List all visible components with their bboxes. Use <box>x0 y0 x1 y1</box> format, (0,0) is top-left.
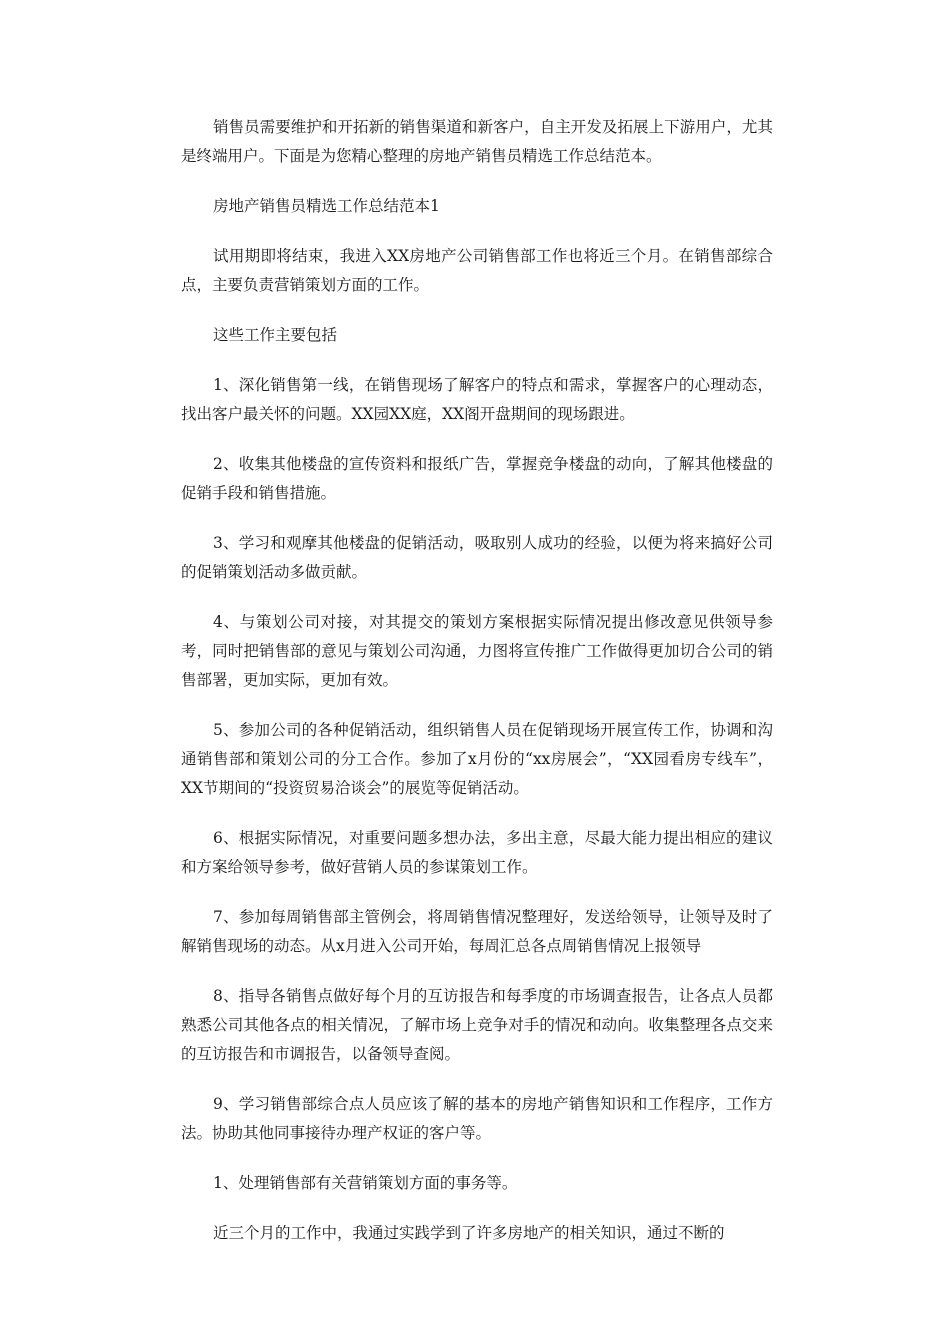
section-title: 房地产销售员精选工作总结范本1 <box>213 197 440 215</box>
list-item-1: 1、深化销售第一线，在销售现场了解客户的特点和需求，掌握客户的心理动态，找出客户最关怀的问题。XX园XX庭，XX阁开盘期间的现场跟进。 <box>181 376 773 423</box>
paragraph-probation: 试用期即将结束，我进入XX房地产公司销售部工作也将近三个月。在销售部综合点，主要负责营销策划方面的工作。 <box>181 247 773 294</box>
list-item-6: 6、根据实际情况，对重要问题多想办法，多出主意，尽最大能力提出相应的建议和方案给领导参考，做好营销人员的参谋策划工作。 <box>181 829 773 876</box>
list-item-1-second: 1、处理销售部有关营销策划方面的事务等。 <box>213 1174 518 1192</box>
list-item-5: 5、参加公司的各种促销活动，组织销售人员在促销现场开展宣传工作，协调和沟通销售部和策划公司的分工合作。参加了x月份的“xx房展会”，“XX园看房专线车”，XX节期间的“投资贸易洽谈会”的展览等促销活动。 <box>181 721 773 797</box>
list-item-8: 8、指导各销售点做好每个月的互访报告和每季度的市场调查报告，让各点人员都熟悉公司其他各点的相关情况，了解市场上竞争对手的情况和动向。收集整理各点交来的互访报告和市调报告，以备领导查阅。 <box>181 987 773 1063</box>
document-body <box>181 113 773 1269</box>
list-item-3: 3、学习和观摩其他楼盘的促销活动，吸取别人成功的经验，以便为将来搞好公司的促销策划活动多做贡献。 <box>181 534 773 581</box>
list-item-7: 7、参加每周销售部主管例会，将周销售情况整理好，发送给领导，让领导及时了解销售现场的动态。从x月进入公司开始，每周汇总各点周销售情况上报领导 <box>181 908 773 955</box>
list-item-2: 2、收集其他楼盘的宣传资料和报纸广告，掌握竞争楼盘的动向，了解其他楼盘的促销手段和销售措施。 <box>181 455 773 502</box>
paragraph-work-includes: 这些工作主要包括 <box>213 326 338 344</box>
list-item-4: 4、与策划公司对接，对其提交的策划方案根据实际情况提出修改意见供领导参考，同时把销售部的意见与策划公司沟通，力图将宣传推广工作做得更加切合公司的销售部署，更加实际，更加有效。 <box>181 613 773 689</box>
paragraph-summary: 近三个月的工作中，我通过实践学到了许多房地产的相关知识，通过不断的 <box>213 1224 725 1242</box>
list-item-9: 9、学习销售部综合点人员应该了解的基本的房地产销售知识和工作程序，工作方法。协助其他同事接待办理产权证的客户等。 <box>181 1095 773 1142</box>
intro-paragraph: 销售员需要维护和开拓新的销售渠道和新客户，自主开发及拓展上下游用户，尤其是终端用户。下面是为您精心整理的房地产销售员精选工作总结范本。 <box>181 118 773 165</box>
